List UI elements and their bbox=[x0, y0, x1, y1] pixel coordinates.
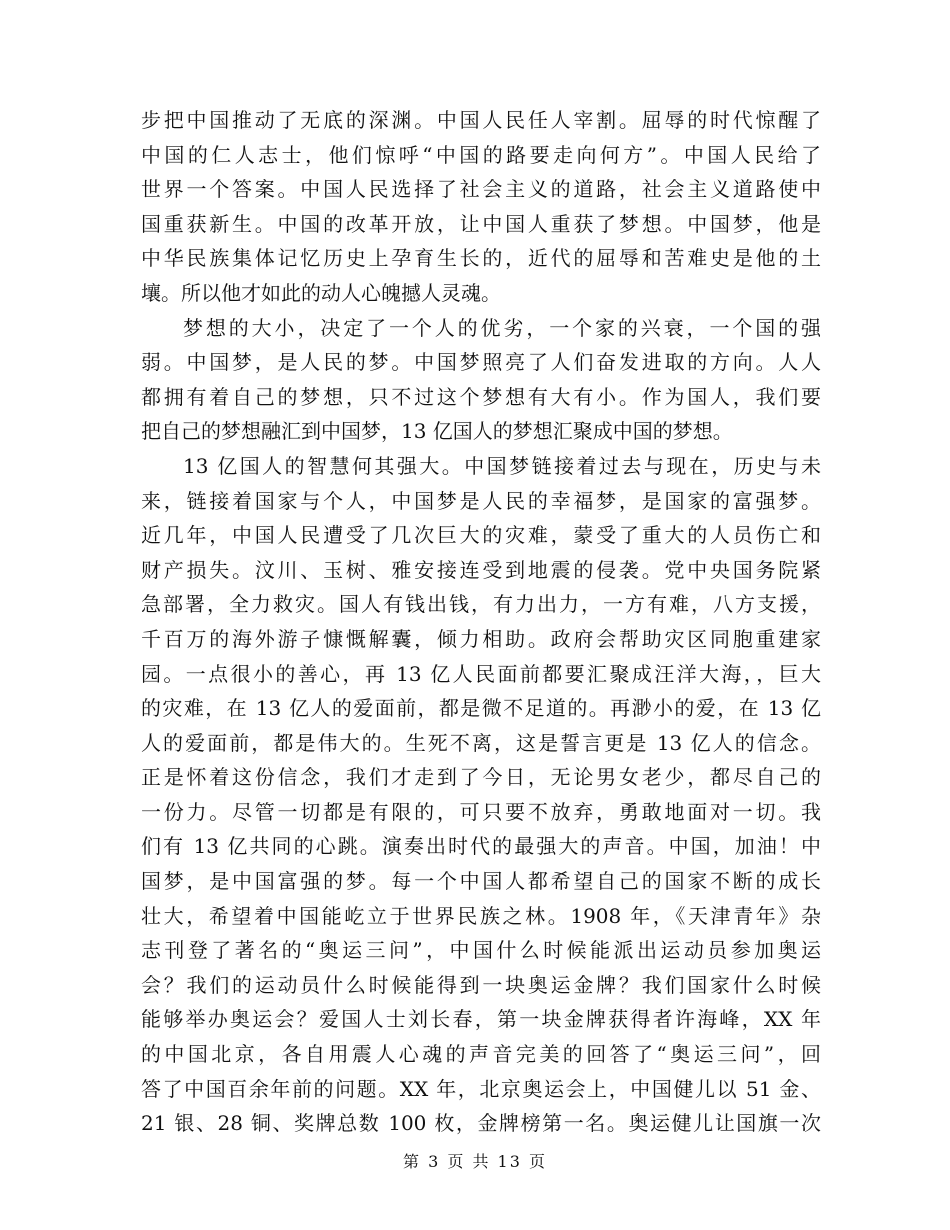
text-line: 志刊登了著名的“奥运三问”，中国什么时候能派出运动员参加奥运 bbox=[141, 938, 821, 963]
text-line: 21 银、28 铜、奖牌总数 100 枚，金牌榜第一名。奥运健儿让国旗一次 bbox=[141, 1111, 821, 1136]
text-line: 把自己的梦想融汇到中国梦，13 亿国人的梦想汇聚成中国的梦想。 bbox=[141, 419, 733, 444]
text-line: 财产损失。汶川、玉树、雅安接连受到地震的侵袭。党中央国务院紧 bbox=[141, 557, 821, 582]
text-line: 都拥有着自己的梦想，只不过这个梦想有大有小。作为国人，我们要 bbox=[141, 384, 821, 409]
page-footer: 第 3 页 共 13 页 bbox=[403, 1152, 547, 1171]
text-line: 们有 13 亿共同的心跳。演奏出时代的最强大的声音。中国，加油！中 bbox=[141, 834, 821, 859]
text-line: 中华民族集体记忆历史上孕育生长的，近代的屈辱和苦难史是他的土 bbox=[141, 246, 821, 271]
text-line: 一份力。尽管一切都是有限的，可只要不放弃，勇敢地面对一切。我 bbox=[141, 799, 821, 824]
text-line: 弱。中国梦，是人民的梦。中国梦照亮了人们奋发进取的方向。人人 bbox=[141, 350, 821, 375]
text-line: 壮大，希望着中国能屹立于世界民族之林。1908 年，《天津青年》杂 bbox=[141, 903, 821, 928]
text-line: 千百万的海外游子慷慨解囊，倾力相助。政府会帮助灾区同胞重建家 bbox=[141, 626, 821, 651]
paragraph bbox=[141, 449, 821, 1141]
text-line: 中国的仁人志士，他们惊呼“中国的路要走向何方”。中国人民给了 bbox=[141, 142, 821, 167]
text-line: 世界一个答案。中国人民选择了社会主义的道路，社会主义道路使中 bbox=[141, 177, 821, 202]
text-line: 答了中国百余年前的问题。XX 年，北京奥运会上，中国健儿以 51 金、 bbox=[141, 1076, 821, 1101]
text-line: 梦想的大小，决定了一个人的优劣，一个家的兴衰，一个国的强 bbox=[183, 315, 821, 340]
text-line: 壤。所以他才如此的动人心魄撼人灵魂。 bbox=[141, 280, 501, 305]
text-line: 园。一点很小的善心，再 13 亿人民面前都要汇聚成汪洋大海，，巨大 bbox=[141, 661, 821, 686]
text-line: 正是怀着这份信念，我们才走到了今日，无论男女老少，都尽自己的 bbox=[141, 765, 821, 790]
text-line: 来，链接着国家与个人，中国梦是人民的幸福梦，是国家的富强梦。 bbox=[141, 488, 821, 513]
text-line: 的中国北京，各自用震人心魂的声音完美的回答了“奥运三问”，回 bbox=[141, 1042, 821, 1067]
document-body bbox=[141, 103, 821, 1141]
text-line: 13 亿国人的智慧何其强大。中国梦链接着过去与现在，历史与未 bbox=[183, 453, 821, 478]
paragraph bbox=[141, 311, 821, 449]
text-line: 国重获新生。中国的改革开放，让中国人重获了梦想。中国梦，他是 bbox=[141, 211, 821, 236]
text-line: 能够举办奥运会？爱国人士刘长春，第一块金牌获得者许海峰，XX 年 bbox=[141, 1007, 821, 1032]
text-line: 人的爱面前，都是伟大的。生死不离，这是誓言更是 13 亿人的信念。 bbox=[141, 730, 821, 755]
text-line: 步把中国推动了无底的深渊。中国人民任人宰割。屈辱的时代惊醒了 bbox=[141, 108, 821, 132]
text-line: 近几年，中国人民遭受了几次巨大的灾难，蒙受了重大的人员伤亡和 bbox=[141, 523, 821, 548]
text-line: 急部署，全力救灾。国人有钱出钱，有力出力，一方有难，八方支援， bbox=[141, 592, 821, 617]
text-line: 会？我们的运动员什么时候能得到一块奥运金牌？我们国家什么时候 bbox=[141, 972, 821, 997]
text-line: 国梦，是中国富强的梦。每一个中国人都希望自己的国家不断的成长 bbox=[141, 869, 821, 894]
text-line: 的灾难，在 13 亿人的爱面前，都是微不足道的。再渺小的爱，在 13 亿 bbox=[141, 696, 821, 721]
paragraph bbox=[141, 103, 821, 311]
